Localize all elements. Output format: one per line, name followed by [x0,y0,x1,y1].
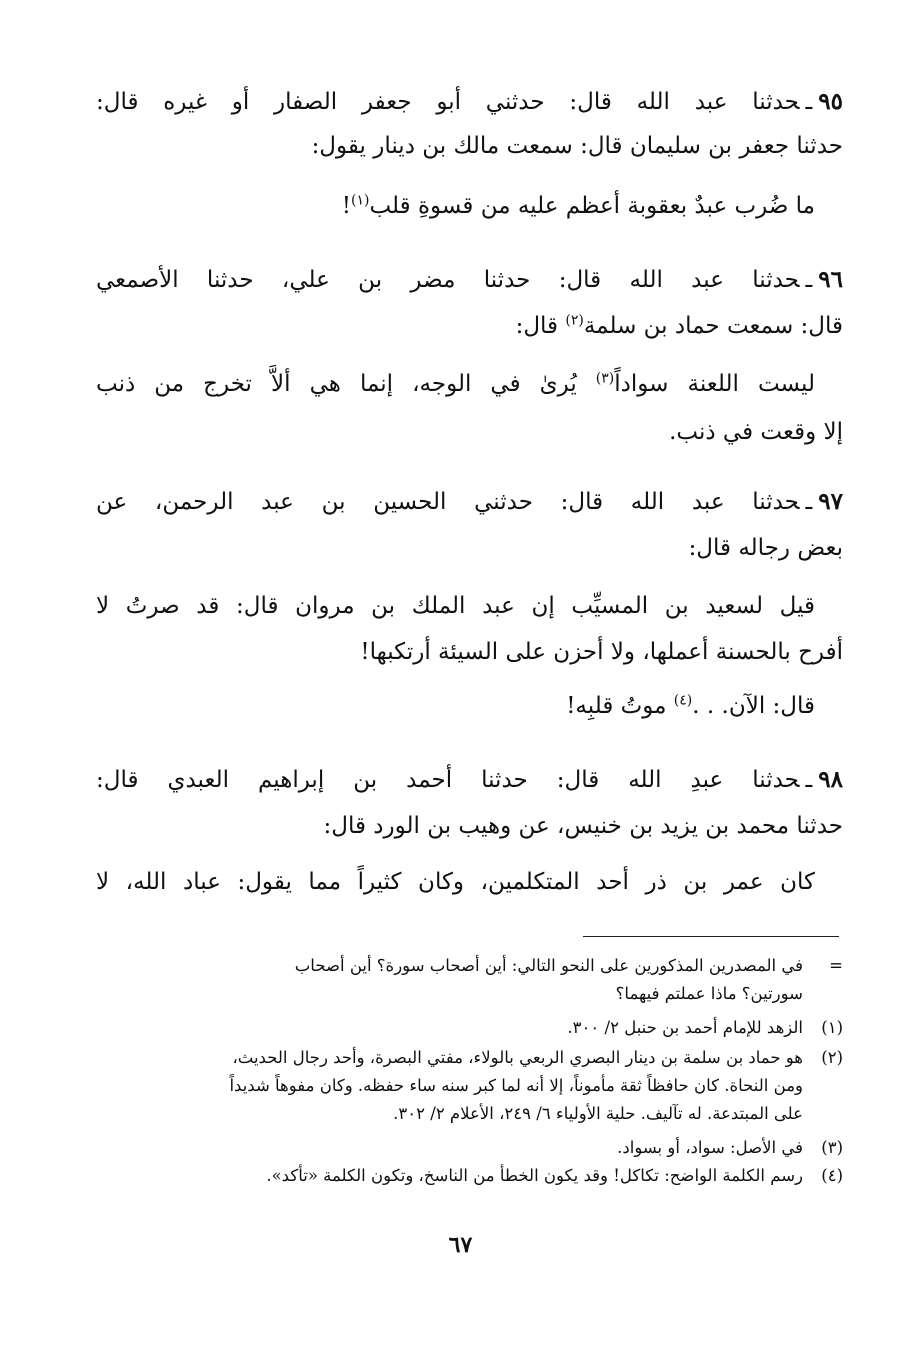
footnote-ref-2[interactable]: (٢) [565,312,584,329]
entry-97-line-2: بعض رجاله قال: [688,535,843,561]
footnote-3: (٣)في الأصل: سواد، أو بسواد. [96,1134,843,1162]
footnote-4-marker: (٤) [821,1166,843,1185]
footnote-ref-4[interactable]: (٤) [673,692,693,709]
entry-95-line-2: حدثنا جعفر بن سليمان قال: سمعت مالك بن دينار يقول: [311,133,843,159]
entry-95-line-1: ٩٥ـحدثنا عبد الله قال: حدثني أبو جعفر الصفار أو غيره قال: [96,88,843,115]
footnote-separator [583,936,839,937]
entry-96-line-2: قال: سمعت حماد بن سلمة$^{(٢)}$ قال: [515,312,843,339]
entry-95-number: ٩٥ [818,88,843,115]
entry-97-quote-line-1: قيل لسعيد بن المسيِّب إن عبد الملك بن مروان قال: قد صرتُ لا [96,593,815,619]
entry-98-number: ٩٨ [818,766,843,793]
entry-97-quote-line-3: قال: الآن. . .$^{(٤)}$ موتُ قلبِه! [566,692,815,719]
entry-97-quote-line-2: أفرح بالحسنة أعملها، ولا أحزن على السيئة أرتكبها! [360,639,843,665]
footnote-1-marker: (١) [821,1018,843,1037]
entry-96-quote-line-2: إلا وقعت في ذنب. [669,419,843,445]
entry-97-number: ٩٧ [818,488,843,515]
entry-96-line-1: ٩٦ـحدثنا عبد الله قال: حدثنا مضر بن علي، حدثنا الأصمعي [96,266,843,293]
footnote-continuation-line-1: =في المصدرين المذكورين على النحو التالي: أين أصحاب سورة؟ أين أصحاب [294,956,843,975]
footnote-ref-3[interactable]: (٣) [595,370,615,387]
entry-98-quote-line-1: كان عمر بن ذر أحد المتكلمين، وكان كثيراً مما يقول: عباد الله، لا [96,869,815,895]
footnote-2-line-3: على المبتدعة. له تآليف. حلية الأولياء ٦/ ٢٤٩، الأعلام ٢/ ٣٠٢. [393,1104,803,1123]
entry-98-line-1: ٩٨ـحدثنا عبدِ الله قال: حدثنا أحمد بن إبراهيم العبدي قال: [96,766,843,793]
entry-97-line-1: ٩٧ـحدثنا عبد الله قال: حدثني الحسين بن عبد الرحمن، عن [96,488,843,515]
entry-96-quote-line-1: ليست اللعنة سواداً$^{(٣)}$ يُرىٰ في الوجه، إنما هي ألاَّ تخرج من ذنب [96,370,815,397]
footnote-4: (٤)رسم الكلمة الواضح: تكاكل! وقد يكون الخطأ من الناسخ، وتكون الكلمة «تأكد». [96,1162,843,1190]
entry-95-quote: ما ضُرب عبدٌ بعقوبة أعظم عليه من قسوةِ قلب$^{(١)}$! [341,192,815,219]
footnote-2-line-1: (٢)هو حماد بن سلمة بن دينار البصري الربعي بالولاء، مفتي البصرة، وأحد رجال الحديث، [96,1044,843,1072]
footnote-ref-1[interactable]: (١) [350,192,370,209]
entry-96-number: ٩٦ [818,266,843,293]
page-number: ٦٧ [448,1232,473,1258]
footnote-2-line-2: ومن النحاة. كان حافظاً ثقة مأموناً، إلا أنه لما كبر سنه ساء حفظه. وكان مفوهاً شديداً [229,1076,803,1095]
footnote-1: (١)الزهد للإمام أحمد بن حنبل ٢/ ٣٠٠. [96,1014,843,1042]
entry-98-line-2: حدثنا محمد بن يزيد بن خنيس، عن وهيب بن الورد قال: [323,813,843,839]
footnote-continuation-line-2: سورتين؟ ماذا عملتم فيهما؟ [615,984,803,1003]
footnote-2-marker: (٢) [821,1048,843,1067]
footnote-3-marker: (٣) [821,1138,843,1157]
